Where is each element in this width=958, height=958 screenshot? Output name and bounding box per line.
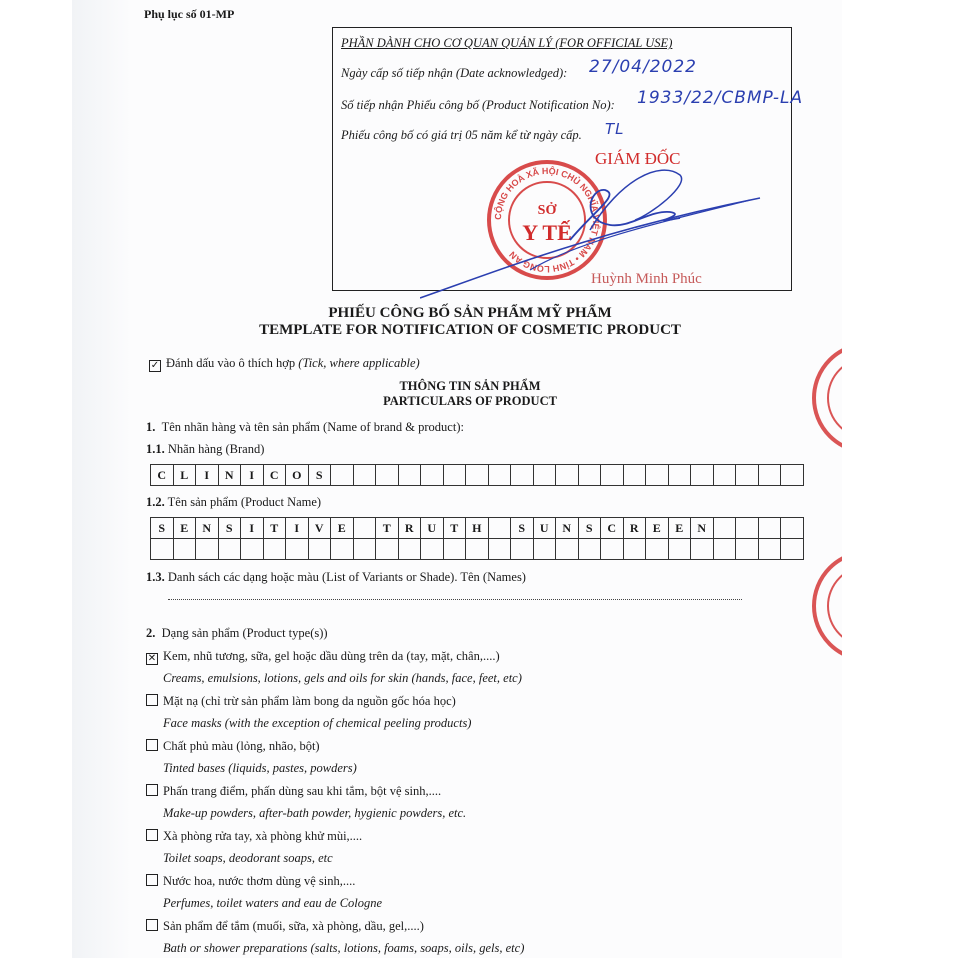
product-letter-cell	[218, 539, 241, 560]
checkbox-icon[interactable]	[146, 739, 158, 751]
product-type-vi: Kem, nhũ tương, sữa, gel hoặc dầu dùng trên da (tay, mặt, chân,....)	[163, 649, 500, 663]
product-letter-cell	[623, 539, 646, 560]
brand-letter-cell	[331, 465, 354, 486]
product-letter-cell	[173, 539, 196, 560]
product-letter-cell	[758, 518, 781, 539]
product-letter-cell: R	[623, 518, 646, 539]
product-letter-cell: H	[466, 518, 489, 539]
brand-letter-cell	[646, 465, 669, 486]
brand-letter-cell: O	[286, 465, 309, 486]
product-letter-cell: E	[668, 518, 691, 539]
form-title-en: TEMPLATE FOR NOTIFICATION OF COSMETIC PRODUCT	[259, 322, 681, 338]
brand-letter-cell	[511, 465, 534, 486]
brand-letter-cell: L	[173, 465, 196, 486]
product-letter-cell	[263, 539, 286, 560]
product-letter-cell	[533, 539, 556, 560]
product-letter-cell: N	[691, 518, 714, 539]
product-letter-cell: I	[241, 518, 264, 539]
notification-number-label: Số tiếp nhận Phiếu công bố (Product Notification No):	[341, 98, 615, 112]
product-letter-cell	[398, 539, 421, 560]
brand-letter-cell	[623, 465, 646, 486]
product-letter-cell	[736, 518, 759, 539]
particulars-title-vi: THÔNG TIN SẢN PHẨM	[399, 379, 541, 393]
section1-number: 1.	[146, 420, 156, 434]
product-letter-cell	[668, 539, 691, 560]
brand-letter-cell	[533, 465, 556, 486]
brand-letter-cell	[691, 465, 714, 486]
checked-box-icon: ✓	[150, 360, 160, 371]
product-letter-cell	[196, 539, 219, 560]
validity-note: Phiếu công bố có giá trị 05 năm kể từ ngày cấp.	[341, 128, 582, 142]
brand-letter-cell	[421, 465, 444, 486]
brand-letter-cell	[488, 465, 511, 486]
product-type-vi: Nước hoa, nước thơm dùng vệ sinh,....	[163, 874, 356, 888]
product-type-option[interactable]	[146, 874, 355, 889]
director-signature	[420, 120, 780, 300]
section2-heading	[146, 626, 328, 641]
product-letter-cell: E	[331, 518, 354, 539]
seal-ring-text: CỘNG HOÀ XÃ HỘI CHỦ NGHĨA VIỆT NAM • TỈNH LONG AN	[492, 165, 602, 275]
product-type-en: Make-up powders, after-bath powder, hygienic powders, etc.	[163, 806, 467, 820]
product-letter-cell: N	[196, 518, 219, 539]
form-title-vi: PHIẾU CÔNG BỐ SẢN PHẨM MỸ PHẨM	[328, 305, 612, 321]
product-letter-cell	[241, 539, 264, 560]
side-seal-stamp-partial	[808, 548, 842, 664]
product-letter-cell: S	[218, 518, 241, 539]
variants-label: Danh sách các dạng hoặc màu (List of Variants or Shade). Tên (Names)	[167, 570, 526, 584]
product-type-option[interactable]	[146, 919, 424, 934]
brand-letter-cell	[736, 465, 759, 486]
brand-letter-cell	[601, 465, 624, 486]
product-letter-cell	[286, 539, 309, 560]
tick-note-vi: Đánh dấu vào ô thích hợp	[166, 356, 296, 370]
brand-letter-cell: C	[263, 465, 286, 486]
product-type-en: Perfumes, toilet waters and eau de Cologne	[163, 896, 383, 910]
date-acknowledged-value: 27/04/2022	[589, 57, 697, 77]
brand-letter-cell: C	[151, 465, 174, 486]
product-type-vi: Phấn trang điểm, phấn dùng sau khi tắm, bột vệ sinh,....	[163, 784, 442, 798]
product-letter-cell	[781, 539, 804, 560]
particulars-title-en: PARTICULARS OF PRODUCT	[383, 394, 557, 408]
product-type-option[interactable]	[146, 694, 456, 709]
product-label: Tên sản phẩm (Product Name)	[167, 495, 322, 509]
product-letter-cell: E	[646, 518, 669, 539]
product-letter-cell: V	[308, 518, 331, 539]
brand-number: 1.1.	[146, 442, 165, 456]
brand-letter-cell	[578, 465, 601, 486]
section1-label: Tên nhãn hàng và tên sản phẩm (Name of brand & product):	[161, 420, 464, 434]
brand-letter-grid	[150, 464, 804, 486]
seal-center-main: Y TẾ	[522, 220, 572, 245]
product-heading	[146, 495, 321, 510]
product-letter-cell: R	[398, 518, 421, 539]
brand-letter-cell	[713, 465, 736, 486]
brand-letter-cell	[466, 465, 489, 486]
checkbox-icon[interactable]	[146, 784, 158, 796]
product-letter-cell	[331, 539, 354, 560]
product-letter-cell	[758, 539, 781, 560]
brand-letter-cell	[556, 465, 579, 486]
brand-letter-cell: I	[241, 465, 264, 486]
product-type-vi: Chất phủ màu (lỏng, nhão, bột)	[163, 739, 320, 753]
product-type-option[interactable]	[146, 784, 441, 799]
product-letter-cell	[308, 539, 331, 560]
seal-center-top: SỞ	[537, 203, 557, 218]
product-type-vi: Sản phẩm để tắm (muối, sữa, xà phòng, dầu, gel,....)	[163, 919, 424, 933]
product-type-option[interactable]	[146, 829, 362, 844]
product-letter-cell	[781, 518, 804, 539]
brand-letter-cell: I	[196, 465, 219, 486]
director-title: GIÁM ĐỐC	[595, 149, 681, 168]
product-letter-cell	[488, 539, 511, 560]
product-letter-cell: I	[286, 518, 309, 539]
tick-note-en: (Tick, where applicable)	[298, 356, 420, 370]
product-letter-cell: S	[578, 518, 601, 539]
product-letter-cell: T	[263, 518, 286, 539]
brand-letter-cell	[353, 465, 376, 486]
product-type-vi: Xà phòng rửa tay, xà phòng khử mùi,....	[163, 829, 363, 843]
product-number: 1.2.	[146, 495, 165, 509]
product-letter-cell	[736, 539, 759, 560]
variants-dotted-line	[168, 599, 742, 600]
product-letter-cell	[511, 539, 534, 560]
product-type-en: Tinted bases (liquids, pastes, powders)	[163, 761, 357, 775]
brand-letter-cell	[781, 465, 804, 486]
initials-handwritten: TL	[605, 120, 625, 138]
product-letter-cell	[443, 539, 466, 560]
product-letter-cell	[578, 539, 601, 560]
brand-letter-cell	[443, 465, 466, 486]
product-letter-cell: S	[151, 518, 174, 539]
product-letter-cell: U	[421, 518, 444, 539]
product-letter-cell	[691, 539, 714, 560]
product-type-option[interactable]	[146, 649, 500, 665]
product-letter-grid	[150, 517, 804, 560]
annex-label: Phụ lục số 01-MP	[144, 7, 235, 21]
product-letter-cell	[556, 539, 579, 560]
product-type-en: Face masks (with the exception of chemical peeling products)	[163, 716, 472, 730]
product-type-en: Bath or shower preparations (salts, lotions, foams, soaps, oils, gels, etc)	[163, 941, 525, 955]
checkbox-icon[interactable]	[146, 829, 158, 841]
brand-letter-cell	[398, 465, 421, 486]
product-letter-cell	[713, 518, 736, 539]
director-name: Huỳnh Minh Phúc	[591, 271, 702, 287]
product-letter-cell	[353, 518, 376, 539]
section1-heading	[146, 420, 464, 435]
brand-letter-cell: S	[308, 465, 331, 486]
brand-heading	[146, 442, 264, 457]
variants-number: 1.3.	[146, 570, 165, 584]
brand-letter-cell: N	[218, 465, 241, 486]
product-letter-cell: N	[556, 518, 579, 539]
product-letter-cell	[713, 539, 736, 560]
product-letter-cell: T	[376, 518, 399, 539]
checked-box-icon[interactable]: ✕	[147, 653, 157, 664]
product-letter-cell: T	[443, 518, 466, 539]
section2-label: Dạng sản phẩm (Product type(s))	[161, 626, 328, 640]
product-type-en: Toilet soaps, deodorant soaps, etc	[163, 851, 333, 865]
variants-heading	[146, 570, 526, 585]
notification-number-value: 1933/22/CBMP-LA	[637, 88, 804, 108]
product-type-en: Creams, emulsions, lotions, gels and oils for skin (hands, face, feet, etc)	[163, 671, 522, 685]
tick-note	[149, 356, 420, 372]
official-box-title: PHẦN DÀNH CHO CƠ QUAN QUẢN LÝ (FOR OFFICIAL USE)	[341, 36, 673, 50]
brand-letter-cell	[376, 465, 399, 486]
product-letter-cell: E	[173, 518, 196, 539]
brand-letter-cell	[758, 465, 781, 486]
product-letter-cell	[376, 539, 399, 560]
product-letter-cell	[421, 539, 444, 560]
scan-right-margin	[842, 0, 958, 958]
product-letter-cell	[151, 539, 174, 560]
product-letter-cell: C	[601, 518, 624, 539]
product-type-option[interactable]	[146, 739, 320, 754]
checkbox-icon[interactable]	[146, 694, 158, 706]
date-acknowledged-label: Ngày cấp số tiếp nhận (Date acknowledged):	[341, 66, 568, 80]
product-letter-cell	[601, 539, 624, 560]
brand-label: Nhãn hàng (Brand)	[167, 442, 265, 456]
product-letter-cell: S	[511, 518, 534, 539]
product-letter-cell: U	[533, 518, 556, 539]
product-letter-cell	[646, 539, 669, 560]
product-letter-cell	[466, 539, 489, 560]
product-letter-cell	[353, 539, 376, 560]
checkbox-icon[interactable]	[146, 874, 158, 886]
section2-number: 2.	[146, 626, 156, 640]
brand-letter-cell	[668, 465, 691, 486]
product-letter-cell	[488, 518, 511, 539]
checkbox-icon[interactable]	[146, 919, 158, 931]
product-type-vi: Mặt nạ (chỉ trừ sản phẩm làm bong da nguồn gốc hóa học)	[163, 694, 456, 708]
scan-margin-shadow	[72, 0, 132, 958]
